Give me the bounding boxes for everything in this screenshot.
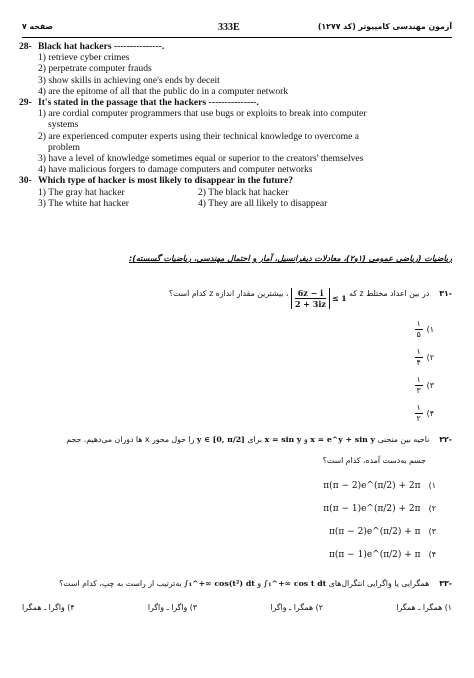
option-3 [415, 376, 434, 395]
option: 4) have malicious forgers to damage computers and computer networks [38, 164, 313, 176]
option: 2) perpetrate computer frauds [38, 63, 152, 75]
option-4 [329, 550, 436, 560]
option: 1) retrieve cyber crimes [38, 52, 130, 64]
option-label: ۴) [428, 550, 436, 559]
option-expression: π(π − 1)e^(π/2) + π [328, 550, 421, 560]
booklet-code: 333E [218, 22, 240, 33]
option-1: ۱) همگرا ـ همگرا [396, 603, 452, 612]
option: 1) The gray hat hacker [38, 186, 125, 198]
question-text: همگرایی یا واگرایی انتگرال‌های [328, 579, 430, 588]
question-number: 30- [19, 175, 32, 187]
interval: y ∈ [0, π/2] [196, 435, 245, 444]
question-text: Which type of hacker is most likely to disappear in the future? [38, 175, 294, 187]
option-label: ۱) [426, 325, 434, 334]
integral: ∫₁^+∞ cos t dt [263, 579, 327, 588]
option-expression: π(π − 2)e^(π/2) + π [328, 527, 421, 537]
header-rule [22, 37, 452, 38]
option-2: ۲) همگرا ـ واگرا [270, 603, 323, 612]
english-questions [19, 41, 458, 209]
question-text: به‌ترتیب از راست به چپ، کدام است؟ [59, 579, 182, 588]
question-28 [19, 41, 458, 97]
option: 2) are experienced computer experts using their technical knowledge to overcome a [38, 130, 359, 142]
question-number: -۳۱ [439, 289, 452, 298]
question-text: برای [247, 435, 263, 444]
option-label: ۳) [426, 381, 434, 390]
option: 2) The black hat hacker [198, 186, 289, 198]
curve-equation: x = sin y [264, 435, 302, 444]
option-continuation: systems [48, 119, 79, 131]
question-text: ناحیه بین منحنی [377, 435, 430, 444]
condition-numerator: 6z − i [297, 288, 324, 298]
curve-equation: x = e^y + sin y [310, 435, 376, 444]
option-4: ۴) واگرا ـ همگرا [22, 603, 75, 612]
fraction-denominator: ۴ [416, 358, 421, 367]
condition-denominator: 2 + 3iz [294, 299, 326, 309]
option-expression: π(π − 1)e^(π/2) + 2π [323, 504, 421, 514]
question-number: -۳۳ [439, 579, 452, 588]
fraction-numerator: ۱ [416, 403, 421, 412]
option: 1) are cordial computer programmers that use bugs or exploits to break into computer [38, 108, 367, 120]
option-label: ۲) [426, 353, 434, 362]
option-label: ۴) [426, 409, 434, 418]
question-text: It's stated in the passage that the hackers ---------------. [38, 97, 259, 109]
integral: ∫₁^+∞ cos(t²) dt [184, 579, 255, 588]
condition-relation: ≤ 1 [331, 293, 347, 303]
question-number: 29- [19, 97, 32, 109]
option-continuation: problem [48, 141, 80, 153]
fraction-numerator: ۱ [416, 375, 421, 384]
option-3: ۳) واگرا ـ واگرا [147, 603, 198, 612]
question-text: Black hat hackers ---------------. [38, 41, 165, 52]
option-2 [323, 504, 436, 514]
conjunction: و [257, 579, 262, 588]
question-29 [19, 97, 458, 176]
question-33-options [22, 603, 452, 612]
question-32-line2 [22, 455, 452, 467]
option: 3) have a level of knowledge sometimes equal or superior to the creators' themselves [38, 153, 364, 165]
option-label: ۱) [428, 481, 436, 490]
conjunction: و [303, 435, 308, 444]
option-label: ۳) [428, 527, 436, 536]
fraction-denominator: ۵ [416, 330, 421, 339]
option-1 [323, 481, 436, 491]
question-text: جسم به‌دست آمده، کدام است؟ [322, 456, 426, 465]
question-32 [22, 434, 452, 446]
section-title: ریاضیات (ریاضی عمومی (۱و۲)، معادلات دیفرانسیل، آمار و احتمال مهندسی، ریاضیات گسسته): [129, 254, 452, 263]
fraction-denominator: ۳ [416, 386, 421, 395]
fraction-numerator: ۱ [416, 347, 421, 356]
question-number: 28- [19, 41, 32, 52]
page-label: صفحه ۷ [22, 22, 53, 31]
option-label: ۲) [428, 504, 436, 513]
fraction-numerator: ۱ [416, 319, 421, 328]
option: 3) The white hat hacker [38, 197, 129, 209]
option: 4) are the epitome of all that the public do in a computer network [38, 85, 289, 97]
question-33 [22, 578, 452, 590]
question-text: ، بیشترین مقدار اندازه z کدام است؟ [168, 289, 289, 298]
option-3 [329, 527, 436, 537]
modulus-condition [291, 288, 347, 309]
option-1 [415, 320, 434, 339]
question-30 [19, 175, 458, 209]
question-31 [22, 288, 452, 309]
option-2 [415, 348, 434, 367]
question-text: را حول محور x ها دوران می‌دهیم. حجم [66, 435, 195, 444]
option: 3) show skills in achieving one's ends by deceit [38, 74, 220, 86]
option-expression: π(π − 2)e^(π/2) + 2π [323, 481, 421, 491]
option: 4) They are all likely to disappear [198, 197, 328, 209]
option-4 [415, 404, 434, 423]
fraction-denominator: ۲ [416, 414, 421, 423]
exam-title: آزمون مهندسی کامپیوتر (کد ۱۲۷۷) [317, 22, 452, 31]
question-number: -۳۲ [439, 435, 452, 444]
question-text: در بین اعداد مختلط z که [349, 289, 430, 298]
